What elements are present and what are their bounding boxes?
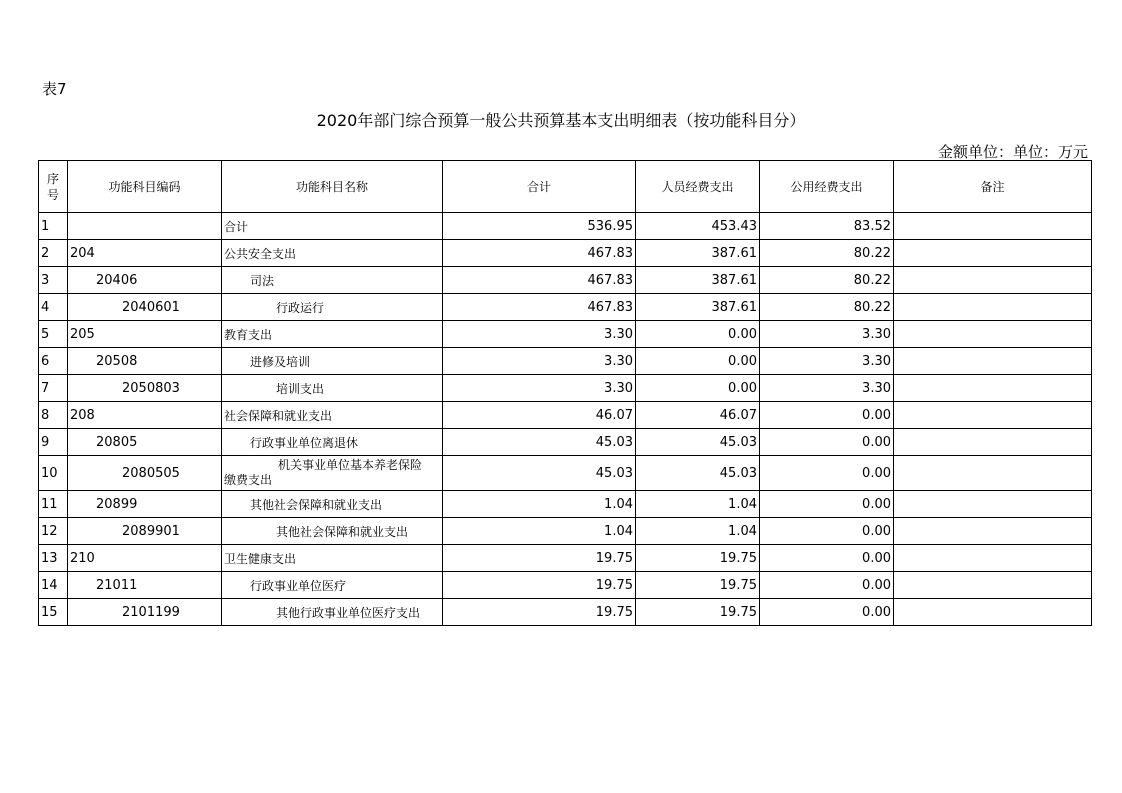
cell-seq: 7 xyxy=(39,375,68,402)
cell-code: 2040601 xyxy=(68,294,222,321)
table-row xyxy=(39,429,1092,456)
cell-name: 进修及培训 xyxy=(222,348,443,375)
cell-total: 19.75 xyxy=(443,545,636,572)
cell-public: 80.22 xyxy=(760,294,894,321)
cell-name: 公共安全支出 xyxy=(222,240,443,267)
cell-public: 0.00 xyxy=(760,402,894,429)
table-row xyxy=(39,348,1092,375)
table-row xyxy=(39,599,1092,626)
cell-public: 3.30 xyxy=(760,321,894,348)
cell-public: 0.00 xyxy=(760,491,894,518)
amount-unit-label: 金额单位：单位：万元 xyxy=(937,143,1088,161)
cell-public: 0.00 xyxy=(760,518,894,545)
table-row xyxy=(39,518,1092,545)
cell-personnel: 387.61 xyxy=(636,294,760,321)
cell-note xyxy=(894,348,1092,375)
cell-total: 46.07 xyxy=(443,402,636,429)
table-row xyxy=(39,213,1092,240)
cell-code: 20899 xyxy=(68,491,222,518)
cell-total: 467.83 xyxy=(443,294,636,321)
cell-note xyxy=(894,294,1092,321)
cell-code: 20508 xyxy=(68,348,222,375)
cell-note xyxy=(894,456,1092,491)
cell-name: 其他行政事业单位医疗支出 xyxy=(222,599,443,626)
header-personnel: 人员经费支出 xyxy=(636,161,760,213)
table-row xyxy=(39,375,1092,402)
cell-total: 1.04 xyxy=(443,491,636,518)
cell-personnel: 1.04 xyxy=(636,518,760,545)
cell-public: 0.00 xyxy=(760,456,894,491)
cell-name: 司法 xyxy=(222,267,443,294)
table-row xyxy=(39,240,1092,267)
table-row xyxy=(39,267,1092,294)
cell-note xyxy=(894,599,1092,626)
cell-note xyxy=(894,545,1092,572)
cell-personnel: 45.03 xyxy=(636,429,760,456)
cell-seq: 14 xyxy=(39,572,68,599)
cell-personnel: 46.07 xyxy=(636,402,760,429)
cell-seq: 12 xyxy=(39,518,68,545)
cell-personnel: 0.00 xyxy=(636,348,760,375)
cell-personnel: 453.43 xyxy=(636,213,760,240)
cell-note xyxy=(894,429,1092,456)
cell-code: 2101199 xyxy=(68,599,222,626)
cell-code: 20805 xyxy=(68,429,222,456)
cell-note xyxy=(894,267,1092,294)
cell-note xyxy=(894,375,1092,402)
cell-note xyxy=(894,491,1092,518)
cell-personnel: 19.75 xyxy=(636,572,760,599)
cell-total: 467.83 xyxy=(443,240,636,267)
cell-total: 3.30 xyxy=(443,348,636,375)
cell-personnel: 0.00 xyxy=(636,321,760,348)
cell-seq: 10 xyxy=(39,456,68,491)
cell-public: 80.22 xyxy=(760,240,894,267)
cell-name: 社会保障和就业支出 xyxy=(222,402,443,429)
cell-personnel: 387.61 xyxy=(636,240,760,267)
cell-code: 210 xyxy=(68,545,222,572)
cell-code: 2089901 xyxy=(68,518,222,545)
header-seq: 序号 xyxy=(39,161,68,213)
cell-name: 培训支出 xyxy=(222,375,443,402)
cell-name: 卫生健康支出 xyxy=(222,545,443,572)
cell-seq: 4 xyxy=(39,294,68,321)
cell-personnel: 0.00 xyxy=(636,375,760,402)
table-row xyxy=(39,294,1092,321)
table-row xyxy=(39,572,1092,599)
cell-note xyxy=(894,213,1092,240)
header-total: 合计 xyxy=(443,161,636,213)
cell-name: 行政事业单位医疗 xyxy=(222,572,443,599)
cell-code: 205 xyxy=(68,321,222,348)
budget-expenditure-table xyxy=(38,160,1092,626)
cell-code: 21011 xyxy=(68,572,222,599)
cell-code: 20406 xyxy=(68,267,222,294)
cell-total: 45.03 xyxy=(443,456,636,491)
cell-public: 83.52 xyxy=(760,213,894,240)
cell-note xyxy=(894,518,1092,545)
table-number-label: 表7 xyxy=(42,80,67,98)
cell-total: 3.30 xyxy=(443,321,636,348)
header-note: 备注 xyxy=(894,161,1092,213)
cell-seq: 11 xyxy=(39,491,68,518)
cell-name: 行政事业单位离退休 xyxy=(222,429,443,456)
cell-public: 0.00 xyxy=(760,429,894,456)
cell-name: 合计 xyxy=(222,213,443,240)
table-row xyxy=(39,545,1092,572)
cell-personnel: 19.75 xyxy=(636,599,760,626)
cell-code: 2080505 xyxy=(68,456,222,491)
cell-total: 467.83 xyxy=(443,267,636,294)
cell-name: 行政运行 xyxy=(222,294,443,321)
cell-public: 0.00 xyxy=(760,599,894,626)
table-row xyxy=(39,491,1092,518)
table-row xyxy=(39,402,1092,429)
cell-personnel: 19.75 xyxy=(636,545,760,572)
cell-name-line1: 机关事业单位基本养老保险 xyxy=(278,458,423,472)
cell-name xyxy=(222,456,443,491)
cell-total: 1.04 xyxy=(443,518,636,545)
header-name: 功能科目名称 xyxy=(222,161,443,213)
cell-seq: 5 xyxy=(39,321,68,348)
cell-public: 3.30 xyxy=(760,375,894,402)
cell-code: 2050803 xyxy=(68,375,222,402)
table-row xyxy=(39,456,1092,491)
cell-seq: 9 xyxy=(39,429,68,456)
cell-personnel: 1.04 xyxy=(636,491,760,518)
cell-note xyxy=(894,572,1092,599)
document-title: 2020年部门综合预算一般公共预算基本支出明细表（按功能科目分） xyxy=(316,111,806,130)
cell-seq: 6 xyxy=(39,348,68,375)
cell-code: 208 xyxy=(68,402,222,429)
cell-public: 0.00 xyxy=(760,545,894,572)
cell-total: 45.03 xyxy=(443,429,636,456)
cell-total: 19.75 xyxy=(443,572,636,599)
cell-note xyxy=(894,321,1092,348)
cell-public: 80.22 xyxy=(760,267,894,294)
header-public: 公用经费支出 xyxy=(760,161,894,213)
cell-total: 536.95 xyxy=(443,213,636,240)
cell-seq: 3 xyxy=(39,267,68,294)
cell-total: 19.75 xyxy=(443,599,636,626)
cell-name-line2: 缴费支出 xyxy=(224,473,273,487)
header-code: 功能科目编码 xyxy=(68,161,222,213)
cell-name: 其他社会保障和就业支出 xyxy=(222,491,443,518)
cell-name: 其他社会保障和就业支出 xyxy=(222,518,443,545)
cell-note xyxy=(894,240,1092,267)
cell-personnel: 387.61 xyxy=(636,267,760,294)
cell-public: 0.00 xyxy=(760,572,894,599)
cell-code xyxy=(68,213,222,240)
cell-total: 3.30 xyxy=(443,375,636,402)
cell-seq: 1 xyxy=(39,213,68,240)
cell-name: 教育支出 xyxy=(222,321,443,348)
cell-note xyxy=(894,402,1092,429)
table-row xyxy=(39,321,1092,348)
cell-public: 3.30 xyxy=(760,348,894,375)
table-header-row xyxy=(39,161,1092,213)
cell-seq: 13 xyxy=(39,545,68,572)
cell-seq: 8 xyxy=(39,402,68,429)
cell-code: 204 xyxy=(68,240,222,267)
cell-personnel: 45.03 xyxy=(636,456,760,491)
cell-seq: 2 xyxy=(39,240,68,267)
cell-seq: 15 xyxy=(39,599,68,626)
